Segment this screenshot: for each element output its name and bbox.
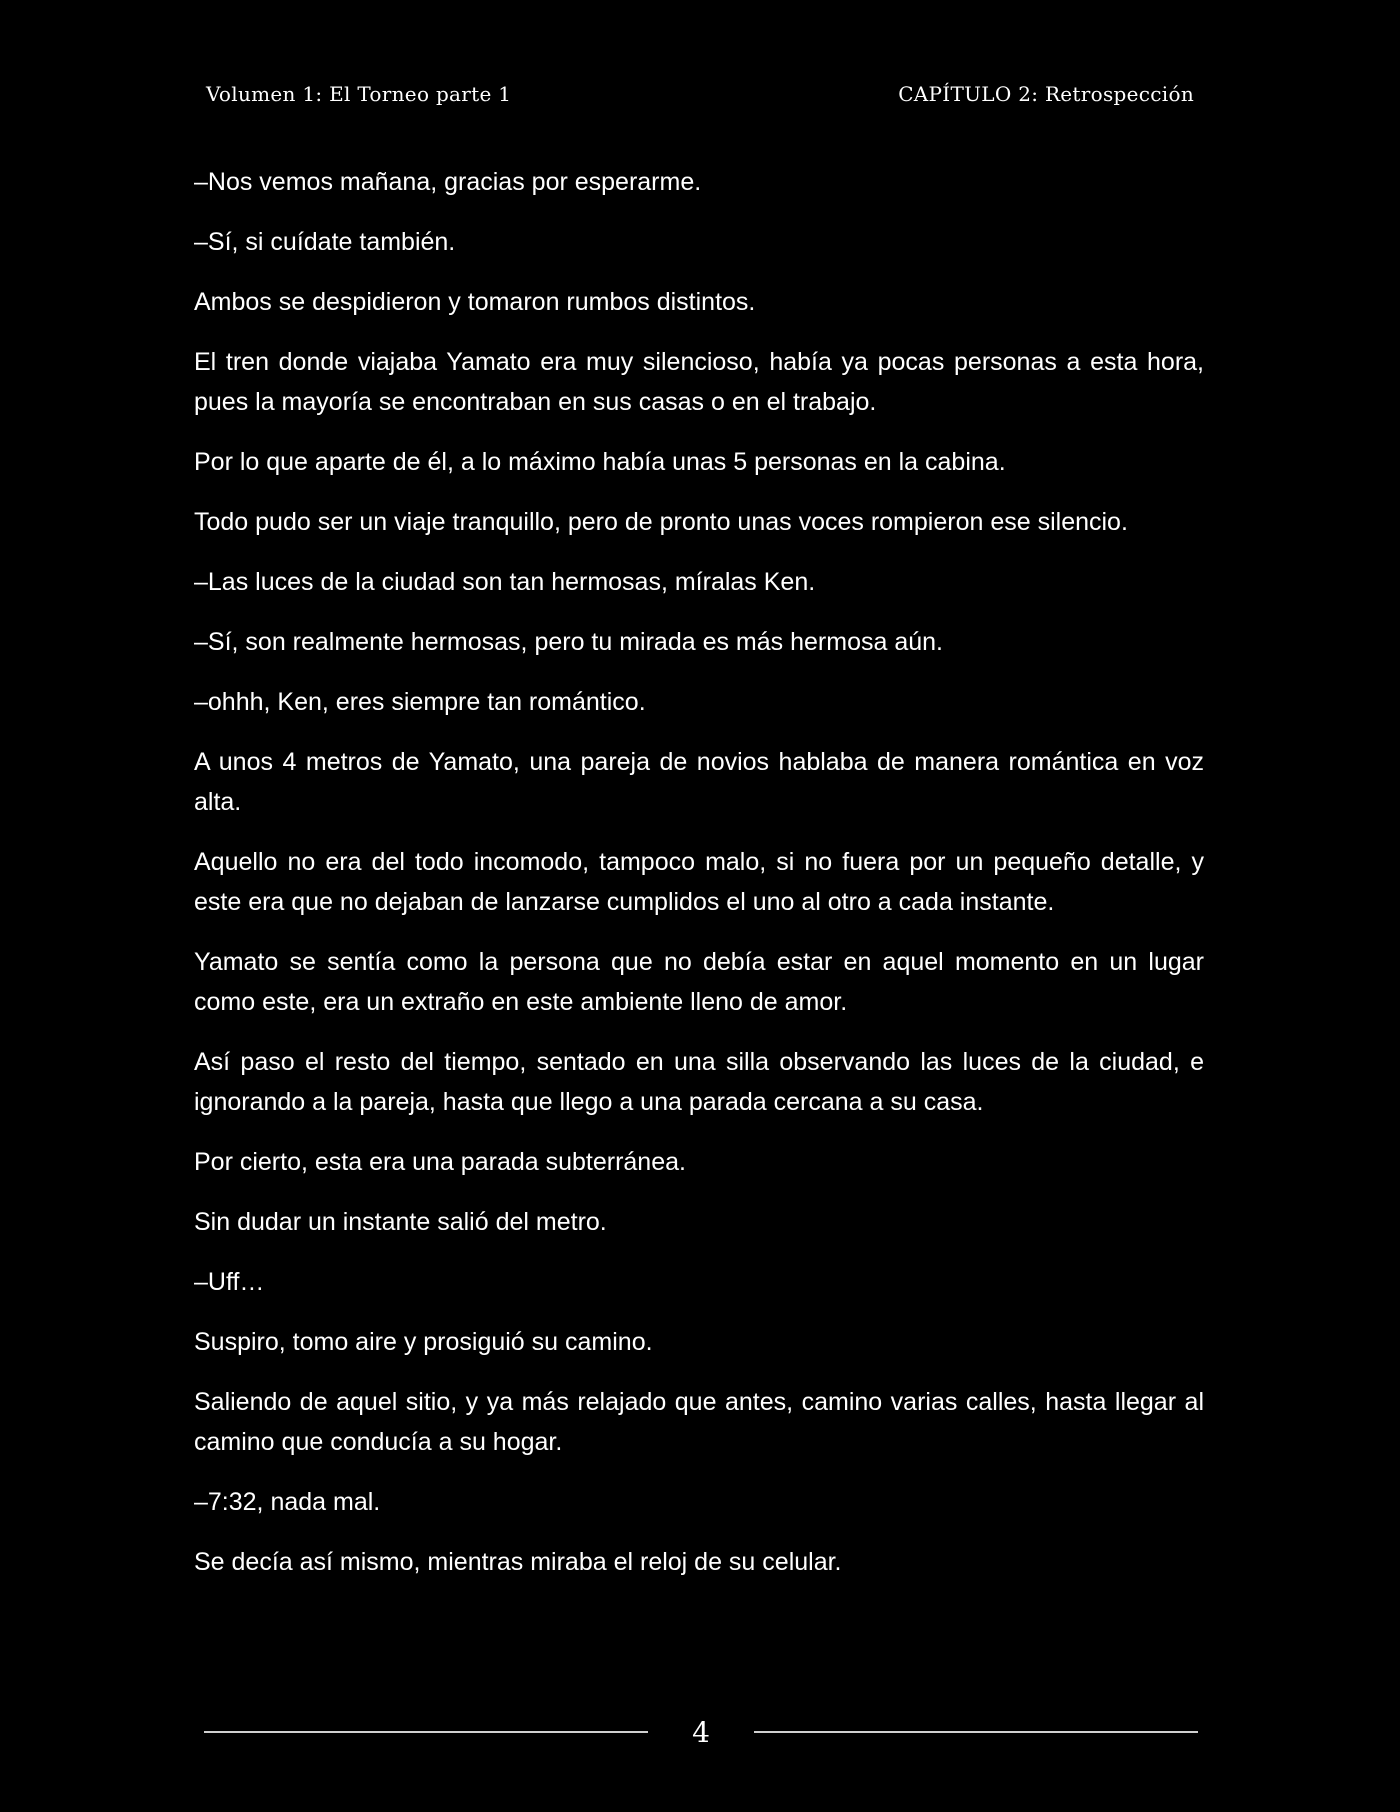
paragraph: –Las luces de la ciudad son tan hermosas, míralas Ken. [194,568,816,596]
paragraph: Saliendo de aquel sitio, y ya más relajado que antes, camino varias calles, hasta llegar al camino que conducía a su hogar. [194,1388,1204,1456]
page-footer [204,1712,1198,1752]
paragraph: Por cierto, esta era una parada subterránea. [194,1148,686,1176]
paragraph: Aquello no era del todo incomodo, tampoco malo, si no fuera por un pequeño detalle, y este era que no dejaban de lanzarse cumplidos el uno al otro a cada instante. [194,848,1204,916]
paragraph: –Nos vemos mañana, gracias por esperarme. [194,168,702,196]
paragraph: Ambos se despidieron y tomaron rumbos distintos. [194,288,756,316]
paragraph: Todo pudo ser un viaje tranquillo, pero de pronto unas voces rompieron ese silencio. [194,508,1128,536]
paragraph: Yamato se sentía como la persona que no debía estar en aquel momento en un lugar como este, era un extraño en este ambiente lleno de amor. [194,948,1204,1016]
paragraph: –ohhh, Ken, eres siempre tan romántico. [194,688,646,716]
paragraph: A unos 4 metros de Yamato, una pareja de novios hablaba de manera romántica en voz alta. [194,748,1204,816]
paragraph: –Sí, si cuídate también. [194,228,456,256]
paragraph: –Uff… [194,1268,265,1296]
footer-rule-left [204,1731,648,1733]
paragraph: Por lo que aparte de él, a lo máximo había unas 5 personas en la cabina. [194,448,1006,476]
paragraph: Suspiro, tomo aire y prosiguió su camino. [194,1328,653,1356]
running-header [206,78,1194,110]
volume-title: Volumen 1: El Torneo parte 1 [206,82,512,106]
paragraph: Así paso el resto del tiempo, sentado en una silla observando las luces de la ciudad, e ignorando a la pareja, hasta que llego a una parada cercana a su casa. [194,1048,1204,1116]
body-text [194,162,1204,1602]
chapter-title: CAPÍTULO 2: Retrospección [898,82,1194,106]
paragraph: Se decía así mismo, mientras miraba el reloj de su celular. [194,1548,842,1576]
paragraph: –Sí, son realmente hermosas, pero tu mirada es más hermosa aún. [194,628,943,656]
paragraph: –7:32, nada mal. [194,1488,381,1516]
paragraph: Sin dudar un instante salió del metro. [194,1208,607,1236]
paragraph: El tren donde viajaba Yamato era muy silencioso, había ya pocas personas a esta hora, pues la mayoría se encontraban en sus casas o en el trabajo. [194,348,1204,416]
page-number: 4 [692,1715,710,1749]
footer-rule-right [754,1731,1198,1733]
